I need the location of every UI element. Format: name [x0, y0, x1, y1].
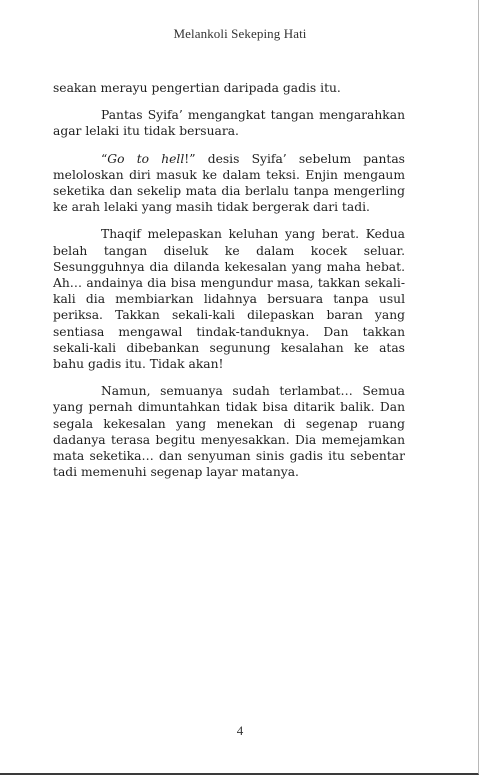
body-text: [53, 80, 405, 491]
paragraph-3: [53, 151, 405, 216]
paragraph-4: Thaqif melepaskan keluhan yang berat. Kedua belah tangan diseluk ke dalam kocek seluar. Sesungguhnya dia dilanda kekesalan yang maha hebat. Ah… andainya dia bisa mengundur masa, takkan sekali-kali dia membiarkan lidahnya bersuara tanpa usul periksa. Takkan sekali-kali dilepaskan baran yang sentiasa mengawal tindak-tanduknya. Dan takkan sekali-kali dibebankan segunung kesalahan ke atas bahu gadis itu. Tidak akan!: [53, 227, 405, 372]
paragraph-2: Pantas Syifa’ mengangkat tangan mengarahkan agar lelaki itu tidak bersuara.: [53, 108, 405, 139]
paragraph-3-rest: !” desis Syifa’ sebelum pantas meloloskan diri masuk ke dalam teksi. Enjin mengaum seketika dan sekelip mata dia berlalu tanpa mengerling ke arah lelaki yang masih tidak bergerak dari tadi.: [53, 151, 405, 215]
italic-quote: Go to hell: [107, 151, 185, 166]
page-number: 4: [236, 723, 244, 738]
paragraph-5: Namun, semuanya sudah terlambat… Semua yang pernah dimuntahkan tidak bisa ditarik balik. Dan segala kekesalan yang menekan di segenap ruang dadanya terasa begitu menyesakkan. Dia memejamkan mata seketika… dan senyuman sinis gadis itu sebentar tadi memenuhi segenap layar matanya.: [53, 384, 405, 480]
opening-quote-mark: “: [101, 151, 108, 166]
running-header-title: Melankoli Sekeping Hati: [173, 26, 307, 41]
paragraph-1: seakan merayu pengertian daripada gadis itu.: [53, 81, 341, 95]
